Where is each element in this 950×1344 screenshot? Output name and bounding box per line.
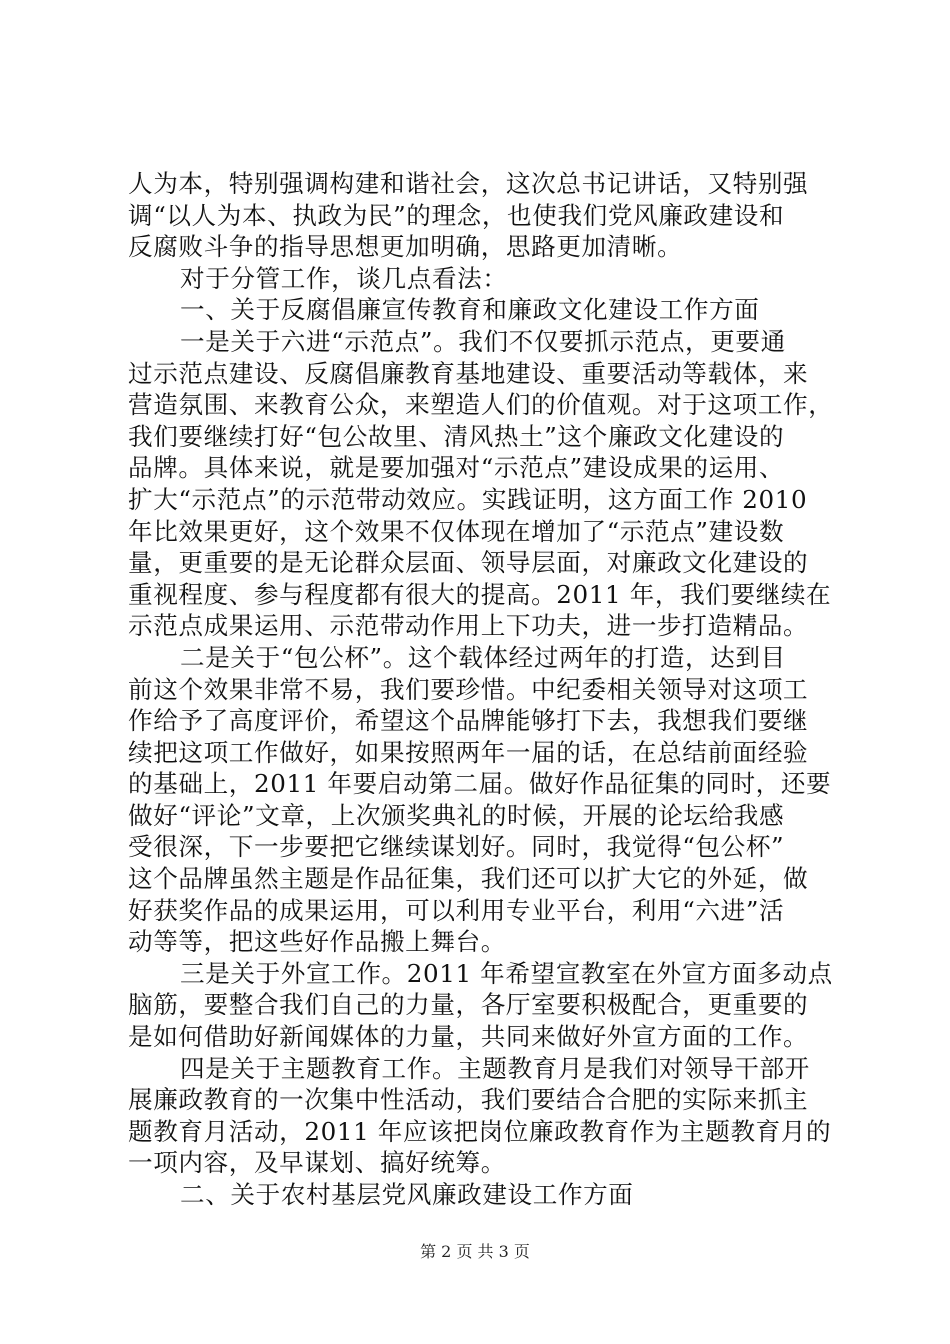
text-line: 调“以人为本、执政为民”的理念，也使我们党风廉政建设和 [128,200,785,230]
text-line: 三是关于外宣工作。2011 年希望宣教室在外宣方面多动点 [180,958,833,988]
text-line: 题教育月活动，2011 年应该把岗位廉政教育作为主题教育月的 [128,1116,832,1146]
text-line: 我们要继续打好“包公故里、清风热土”这个廉政文化建设的 [128,421,785,451]
text-line: 年比效果更好，这个效果不仅体现在增加了“示范点”建设数 [128,516,785,546]
text-line: 脑筋，要整合我们自己的力量，各厅室要积极配合，更重要的 [128,990,809,1020]
text-line: 过示范点建设、反腐倡廉教育基地建设、重要活动等载体，来 [128,358,809,388]
text-line: 四是关于主题教育工作。主题教育月是我们对领导干部开 [180,1053,810,1083]
text-line: 重视程度、参与程度都有很大的提高。2011 年，我们要继续在 [128,579,832,609]
text-line: 好获奖作品的成果运用，可以利用专业平台，利用“六进”活 [128,895,785,925]
text-line: 二、关于农村基层党风廉政建设工作方面 [180,1180,634,1209]
text-line: 营造氛围、来教育公众，来塑造人们的价值观。对于这项工作， [128,390,834,420]
text-line: 动等等，把这些好作品搬上舞台。 [128,927,506,957]
page-footer: 第 2 页 共 3 页 [420,1242,530,1261]
text-line: 展廉政教育的一次集中性活动，我们要结合合肥的实际来抓主 [128,1085,809,1115]
text-line: 是如何借助好新闻媒体的力量，共同来做好外宣方面的工作。 [128,1022,809,1052]
text-line: 一项内容，及早谋划、搞好统筹。 [128,1148,506,1178]
text-line: 二是关于“包公杯”。这个载体经过两年的打造，达到目 [180,642,786,672]
text-line: 对于分管工作，谈几点看法： [180,263,508,293]
text-line: 作给予了高度评价，希望这个品牌能够打下去，我想我们要继 [128,706,809,736]
text-line: 的基础上，2011 年要启动第二届。做好作品征集的同时，还要 [128,769,832,799]
text-line: 示范点成果运用、示范带动作用上下功夫，进一步打造精品。 [128,611,809,641]
text-line: 品牌。具体来说，就是要加强对“示范点”建设成果的运用、 [128,453,785,483]
text-line: 一是关于六进“示范点”。我们不仅要抓示范点，更要通 [180,326,786,356]
text-line: 受很深，下一步要把它继续谋划好。同时，我觉得“包公杯” [128,832,785,862]
text-line: 人为本，特别强调构建和谐社会，这次总书记讲话，又特别强 [128,169,809,198]
text-line: 一、关于反腐倡廉宣传教育和廉政文化建设工作方面 [180,295,760,325]
text-line: 这个品牌虽然主题是作品征集，我们还可以扩大它的外延，做 [128,864,809,894]
text-line: 量，更重要的是无论群众层面、领导层面，对廉政文化建设的 [128,548,809,578]
text-line: 做好“评论”文章，上次颁奖典礼的时候，开展的论坛给我感 [128,800,785,830]
document-body [128,168,840,1211]
text-line: 续把这项工作做好，如果按照两年一届的话，在总结前面经验 [128,737,809,767]
text-line: 前这个效果非常不易，我们要珍惜。中纪委相关领导对这项工 [128,674,809,704]
text-line: 扩大“示范点”的示范带动效应。实践证明，这方面工作 2010 [128,484,808,514]
text-line: 反腐败斗争的指导思想更加明确，思路更加清晰。 [128,232,683,262]
